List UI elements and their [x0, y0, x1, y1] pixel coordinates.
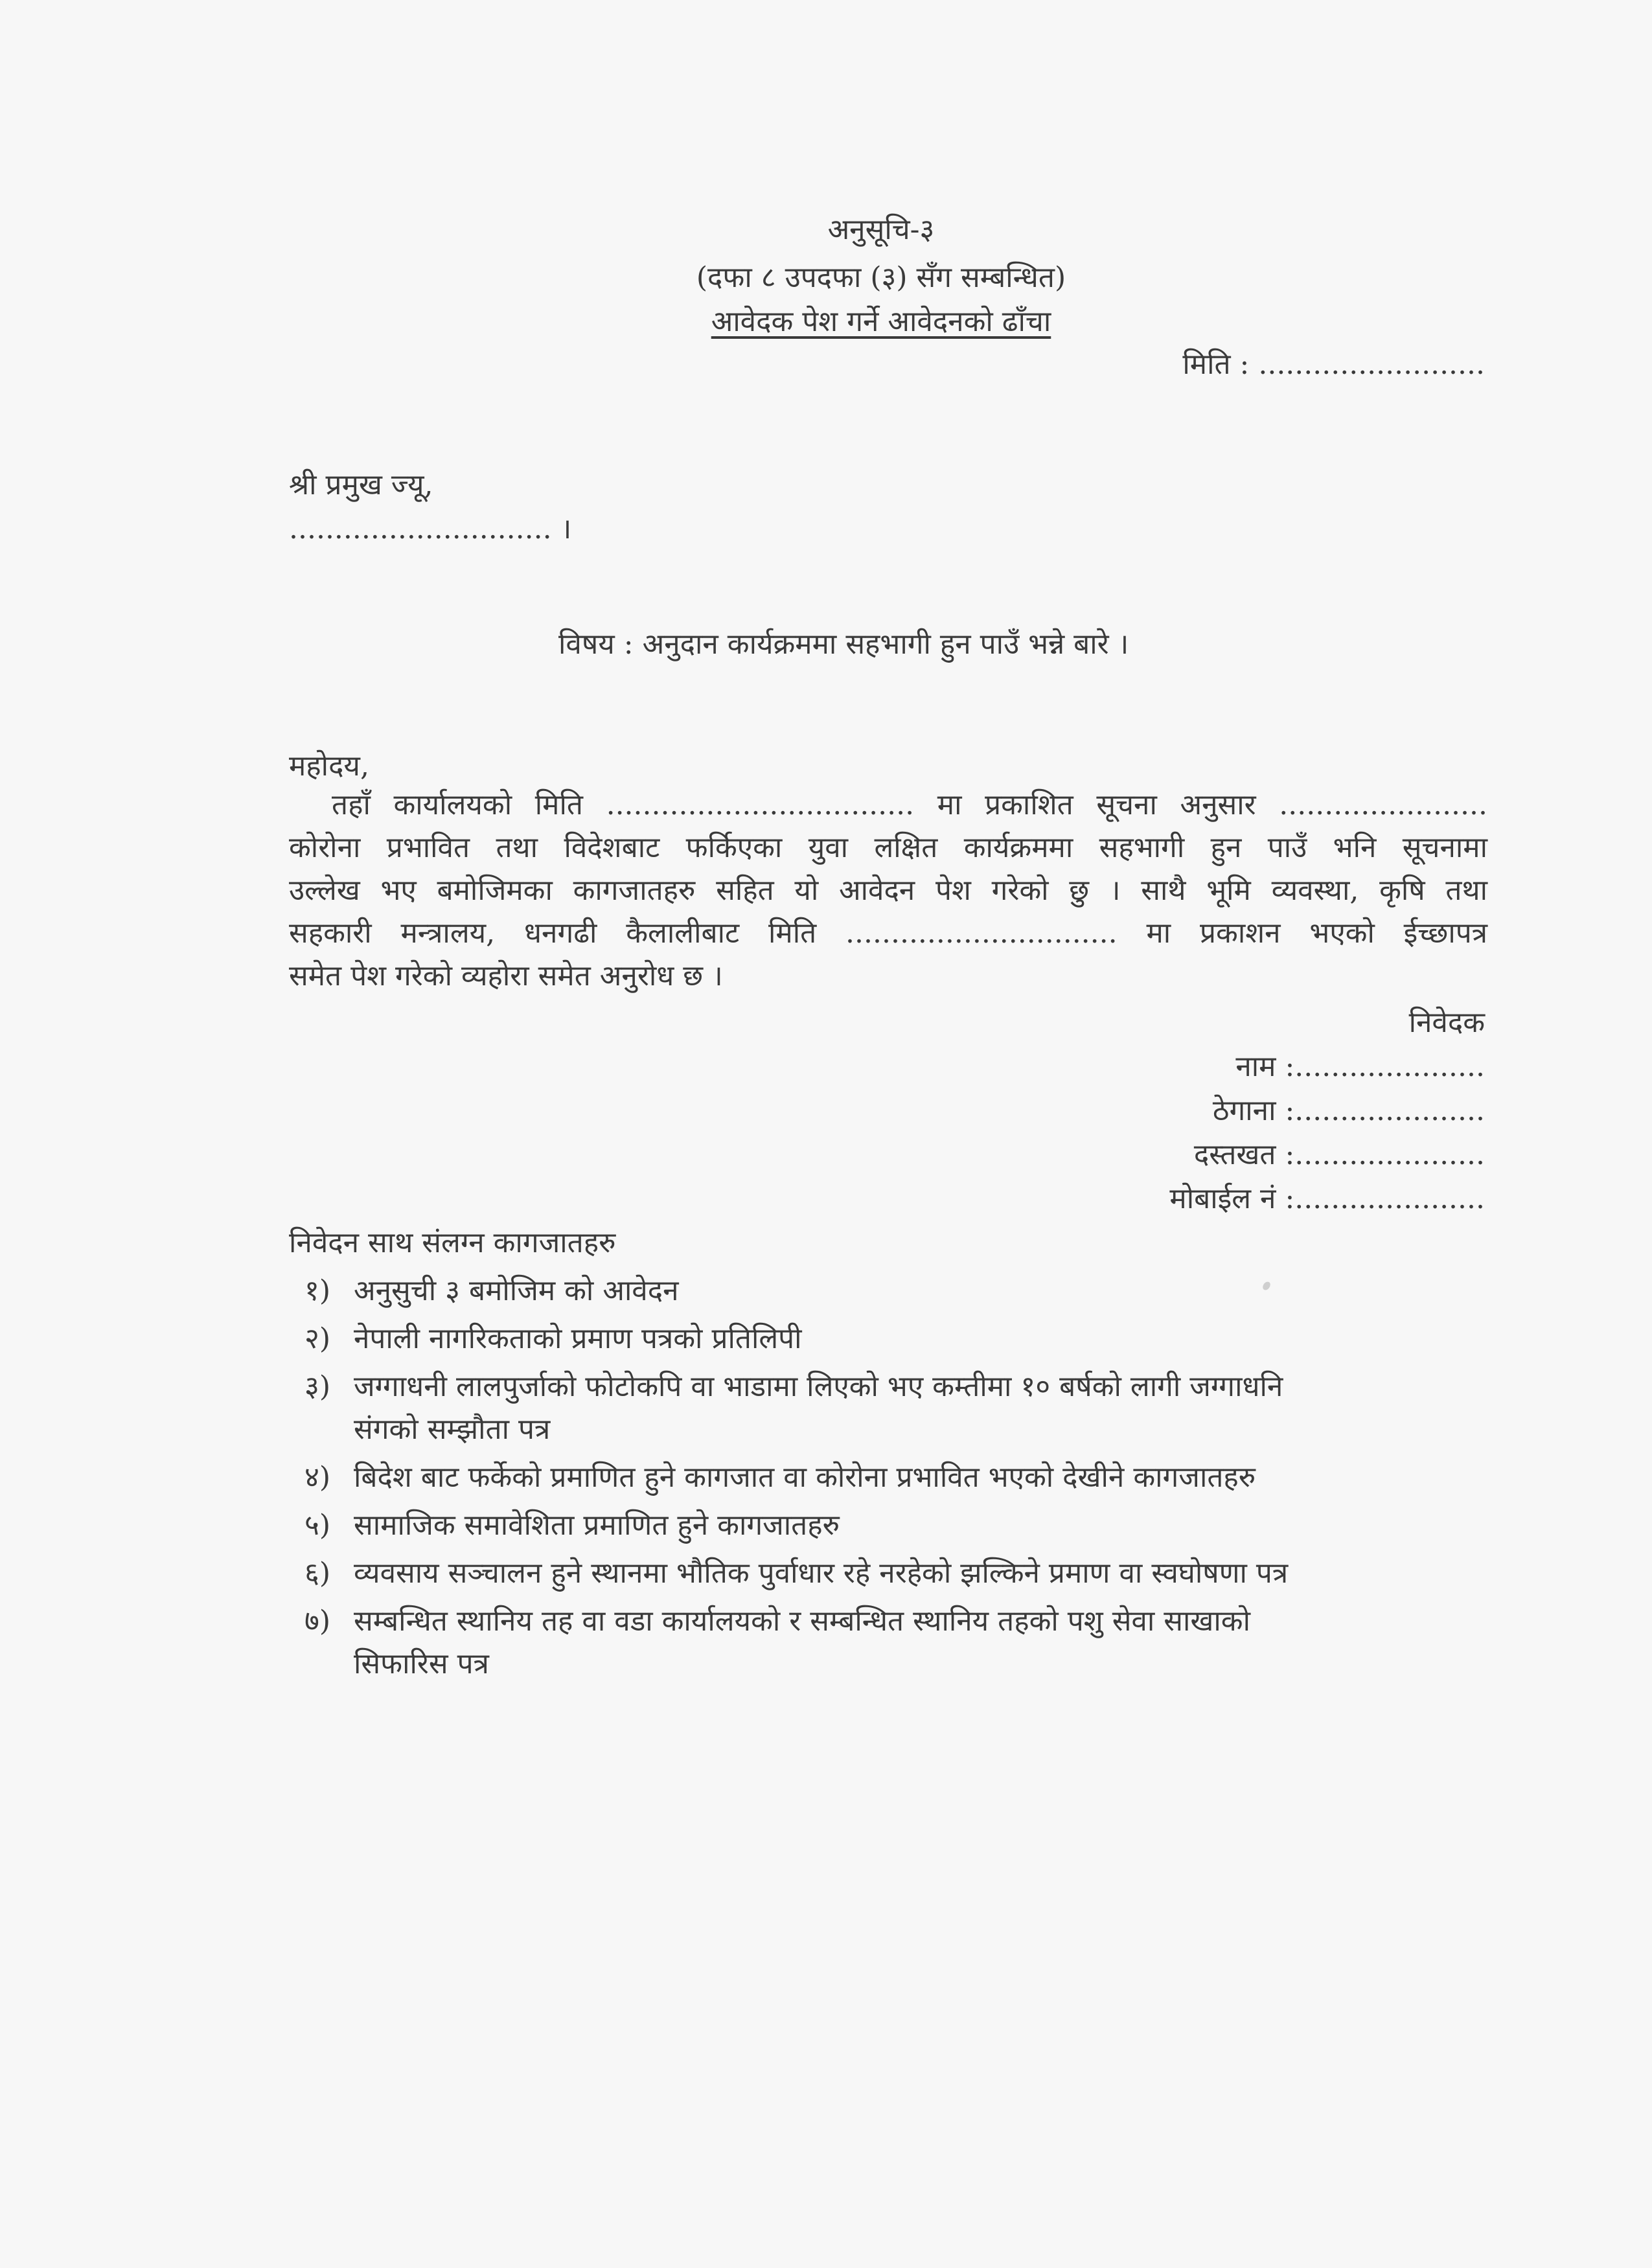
list-item [304, 1504, 1471, 1547]
applicant-heading: निवेदक [1408, 1006, 1485, 1039]
list-item [304, 1552, 1471, 1595]
list-item [304, 1600, 1471, 1686]
list-number: ६) [304, 1557, 331, 1590]
body-line: तहाँ कार्यालयको मिति .................................. मा प्रकाशित सूचना अनुसार ....................... [332, 788, 1487, 821]
subject-line: विषय : अनुदान कार्यक्रममा सहभागी हुन पाउँ भन्ने बारे । [558, 628, 1129, 661]
addressee-place: ............................. । [289, 512, 572, 545]
date-line: मिति : ......................... [1182, 348, 1485, 381]
list-item [304, 1270, 1471, 1312]
form-title: आवेदक पेश गर्ने आवेदनको ढाँचा [711, 305, 1051, 338]
list-item [304, 1456, 1471, 1499]
attachments-list [304, 1270, 1471, 1691]
list-text: सम्बन्धित स्थानिय तह वा वडा कार्यालयको र सम्बन्धित स्थानिय तहको पशु सेवा साखाको सिफारिस पत्र [354, 1605, 1250, 1680]
list-number: ५) [304, 1509, 331, 1542]
body-line: उल्लेख भए बमोजिमका कागजातहरु सहित यो आवेदन पेश गरेको छु । साथै भूमि व्यवस्था, कृषि तथा [289, 874, 1487, 907]
body-line: समेत पेश गरेको व्यहोरा समेत अनुरोध छ । [289, 959, 723, 992]
list-text: अनुसुची ३ बमोजिम को आवेदन [354, 1274, 679, 1307]
body-line: कोरोना प्रभावित तथा विदेशबाट फर्किएका युवा लक्षित कार्यक्रममा सहभागी हुन पाउँ भनि सूचनामा [289, 831, 1487, 864]
attachments-heading: निवेदन साथ संलग्न कागजातहरु [289, 1226, 616, 1259]
greeting: महोदय, [289, 750, 369, 783]
applicant-name-field: नाम :..................... [1235, 1050, 1485, 1083]
list-number: ४) [304, 1461, 331, 1494]
list-number: ३) [304, 1370, 331, 1403]
schedule-heading: अनुसूचि-३ [827, 213, 935, 246]
body-paragraph [289, 784, 1487, 998]
body-line: सहकारी मन्त्रालय, धनगढी कैलालीबाट मिति .............................. मा प्रकाशन भएको ईच्छापत्र [289, 917, 1487, 950]
list-text: सामाजिक समावेशिता प्रमाणित हुने कागजातहरु [354, 1509, 840, 1542]
list-number: ७) [304, 1605, 331, 1638]
applicant-signature-field: दस्तखत :..................... [1193, 1138, 1485, 1171]
list-number: १) [304, 1274, 331, 1307]
list-text: नेपाली नागरिकताको प्रमाण पत्रको प्रतिलिपी [354, 1322, 802, 1355]
list-item [304, 1318, 1471, 1360]
list-number: २) [304, 1322, 331, 1355]
applicant-mobile-field: मोबाईल नं :..................... [1169, 1182, 1485, 1215]
form-title-wrap [0, 301, 1652, 339]
applicant-address-field: ठेगाना :..................... [1212, 1094, 1485, 1127]
list-text: जग्गाधनी लालपुर्जाको फोटोकपि वा भाडामा लिएको भए कम्तीमा १० बर्षको लागी जग्गाधनि संगको सम्झौता पत्र [354, 1370, 1283, 1446]
list-text: व्यवसाय सञ्चालन हुने स्थानमा भौतिक पुर्वाधार रहे नरहेको झल्किने प्रमाण वा स्वघोषणा पत्र [354, 1557, 1289, 1590]
section-reference: (दफा ८ उपदफा (३) सँग सम्बन्धित) [696, 261, 1066, 294]
list-text: बिदेश बाट फर्केको प्रमाणित हुने कागजात वा कोरोना प्रभावित भएको देखीने कागजातहरु [354, 1461, 1256, 1494]
addressee-salutation: श्री प्रमुख ज्यू, [289, 468, 433, 501]
list-item [304, 1366, 1471, 1451]
